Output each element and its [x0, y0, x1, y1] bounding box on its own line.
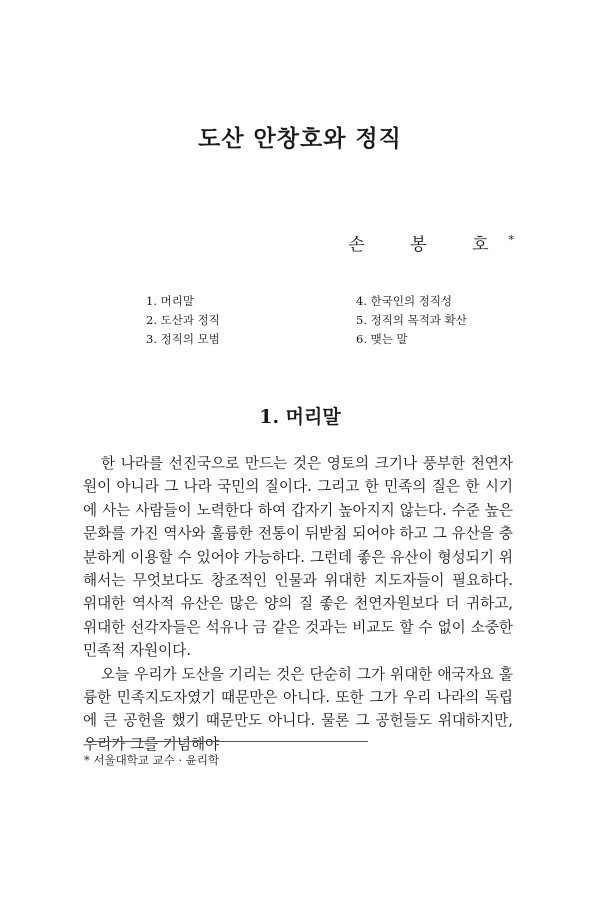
footnote: * 서울대학교 교수 · 윤리학 [84, 753, 220, 767]
author-name-text: 손 봉 호 [348, 235, 509, 255]
toc-column-right [356, 292, 467, 349]
toc-item: 4. 한국인의 정직성 [356, 294, 453, 308]
toc-column-left [146, 292, 220, 349]
toc-item: 1. 머리말 [146, 294, 194, 308]
toc-item: 5. 정직의 목적과 확산 [356, 313, 467, 327]
footnote-divider [86, 741, 368, 742]
section-body [83, 452, 513, 756]
toc-item: 6. 맺는 말 [356, 332, 408, 346]
article-title: 도산 안창호와 정직 [198, 125, 402, 152]
toc-item: 2. 도산과 정직 [146, 313, 220, 327]
body-paragraph: 오늘 우리가 도산을 기리는 것은 단순히 그가 위대한 애국자요 훌륭한 민족지도자였기 때문만은 아니다. 또한 그가 우리 나라의 독립에 큰 공헌을 했기 때문만도 아니다. 물론 그 공헌들도 위대하지만, 우리가 그를 기념해야 [83, 665, 513, 753]
toc-item: 3. 정직의 모범 [146, 332, 220, 346]
author-name [348, 230, 514, 255]
body-paragraph: 한 나라를 선진국으로 만드는 것은 영토의 크기나 풍부한 천연자원이 아니라 그 나라 국민의 질이다. 그리고 한 민족의 질은 한 시기에 사는 사람들이 노력한다 하여 갑자기 높아지지 않는다. 수준 높은 문화를 가진 역사와 훌륭한 전통이 뒤받침 되어야 하고 그 유산을 충분하게 이용할 수 있어야 가능하다. 그런데 좋은 유산이 형성되기 위해서는 무엇보다도 창조적인 인물과 위대한 지도자들이 필요하다. 위대한 역사적 유산은 많은 양의 질 좋은 천연자원보다 더 귀하고, 위대한 선각자들은 석유나 금 같은 것과는 비교도 할 수 없이 소중한 민족적 자원이다. [83, 455, 513, 660]
section-heading: 1. 머리말 [259, 406, 341, 428]
author-footnote-mark: * [508, 233, 514, 247]
